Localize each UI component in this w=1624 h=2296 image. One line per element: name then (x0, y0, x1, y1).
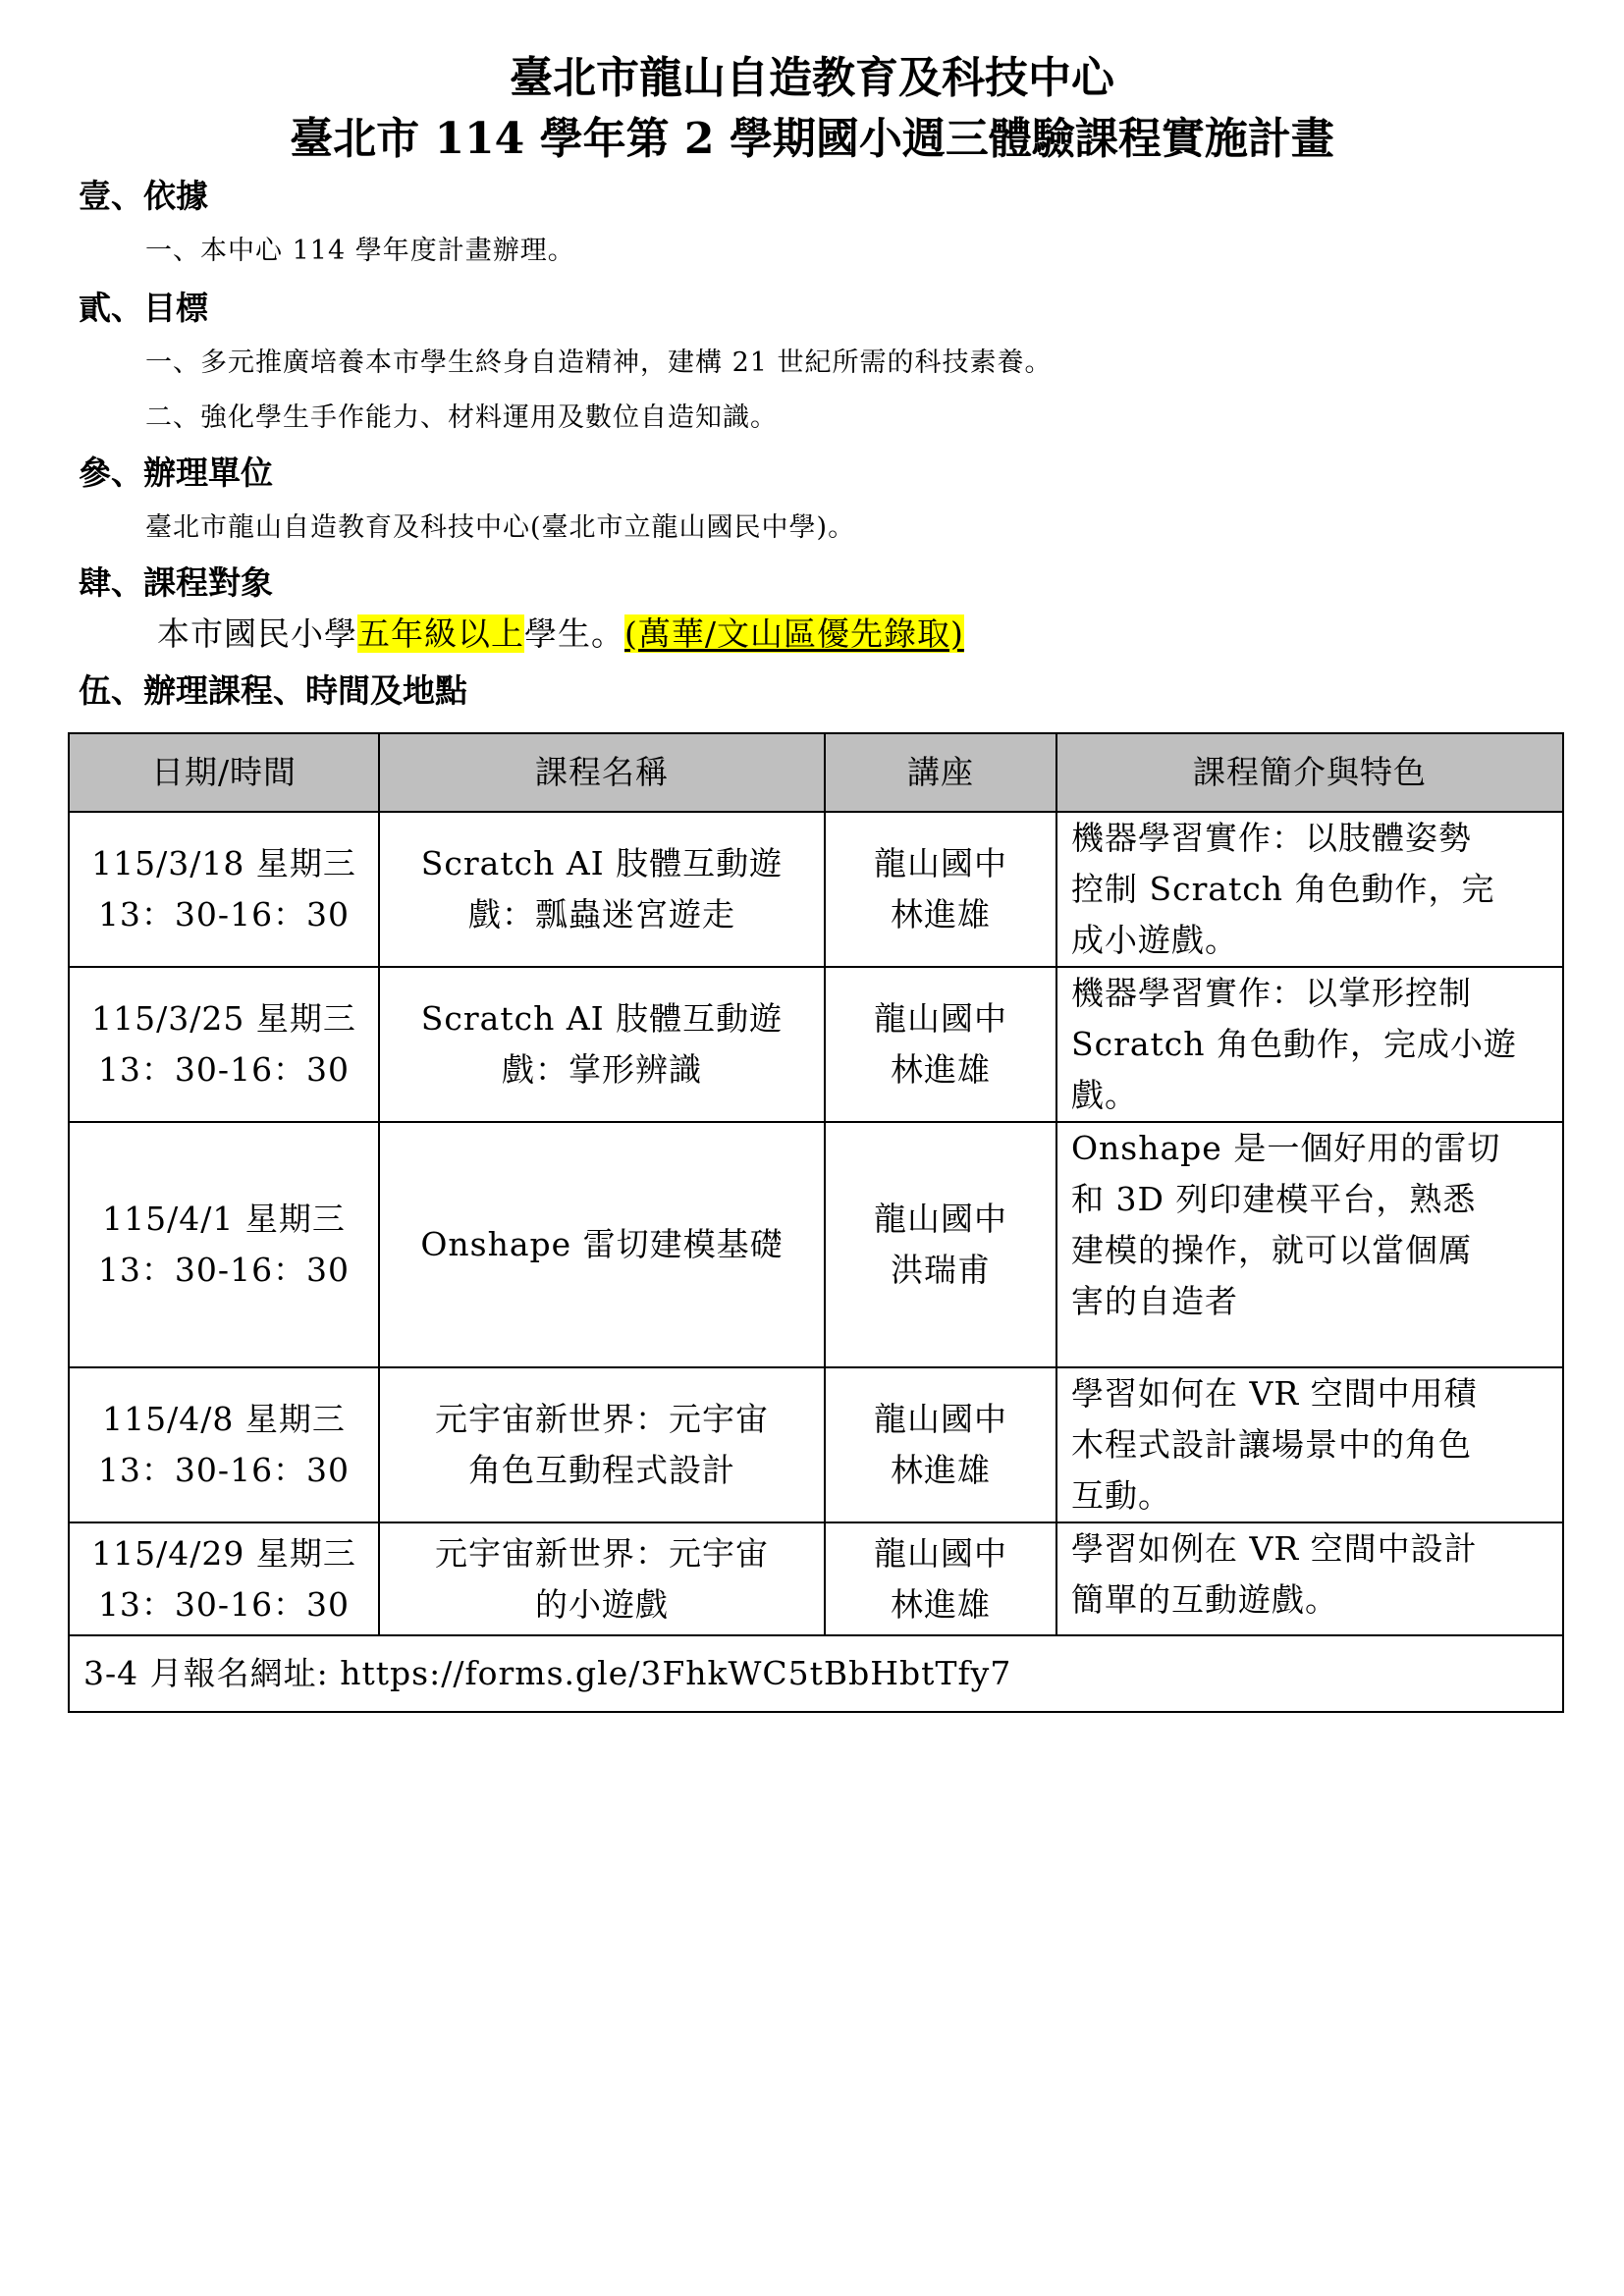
cell-lecturer (825, 1367, 1056, 1522)
registration-label: 3-4 月報名網址: (83, 1654, 341, 1692)
section-3-heading: 參、辦理單位 (79, 454, 273, 492)
description-line: 機器學習實作：以掌形控制 (1071, 974, 1472, 1012)
cell-course (379, 967, 825, 1122)
course-line: 角色互動程式設計 (468, 1451, 735, 1489)
lecturer-name: 林進雄 (891, 1050, 991, 1089)
course-table (68, 732, 1564, 1713)
table-row (69, 1522, 1563, 1635)
cell-date (69, 812, 379, 967)
description-line: 成小遊戲。 (1071, 921, 1238, 959)
table-footer-row (69, 1635, 1563, 1712)
target-priority-highlight: (萬華/文山區優先錄取) (624, 614, 964, 653)
course-line: Scratch AI 肢體互動遊 (420, 999, 784, 1038)
lecturer-name: 林進雄 (891, 1584, 991, 1624)
time-text: 13：30-16：30 (97, 1451, 351, 1489)
doc-title-line1: 臺北市龍山自造教育及科技中心 (510, 53, 1114, 103)
cell-description (1056, 967, 1563, 1122)
table-row (69, 1367, 1563, 1522)
section-2-item-2: 二、強化學生手作能力、材料運用及數位自造知識。 (145, 402, 778, 433)
time-text: 13：30-16：30 (97, 1251, 351, 1289)
course-line: Onshape 雷切建模基礎 (420, 1225, 784, 1263)
lecturer-name: 洪瑞甫 (891, 1251, 991, 1289)
description-line: 戲。 (1071, 1076, 1138, 1114)
course-line: Scratch AI 肢體互動遊 (420, 844, 784, 882)
description-line: Scratch 角色動作，完成小遊 (1071, 1025, 1518, 1063)
description-line: 害的自造者 (1071, 1282, 1238, 1320)
table-row (69, 1122, 1563, 1367)
description-line: 學習如何在 VR 空間中用積 (1071, 1374, 1478, 1413)
course-line: 元宇宙新世界：元宇宙 (435, 1400, 769, 1438)
description-line: 簡單的互動遊戲。 (1071, 1580, 1338, 1619)
lecturer-school: 龍山國中 (874, 1400, 1007, 1438)
registration-cell (69, 1635, 1563, 1712)
cell-course (379, 1522, 825, 1635)
target-text-before: 本市國民小學 (157, 614, 357, 653)
cell-description (1056, 1367, 1563, 1522)
date-text: 115/4/1 星期三 (102, 1200, 346, 1238)
lecturer-name: 林進雄 (891, 895, 991, 934)
section-1-item-1: 一、本中心 114 學年度計畫辦理。 (145, 236, 575, 266)
cell-date (69, 1122, 379, 1367)
description-line: 建模的操作，就可以當個厲 (1071, 1231, 1472, 1269)
cell-course (379, 812, 825, 967)
description-line: 和 3D 列印建模平台，熟悉 (1071, 1180, 1477, 1218)
course-line: 元宇宙新世界：元宇宙 (435, 1533, 769, 1573)
cell-course (379, 1367, 825, 1522)
table-row (69, 812, 1563, 967)
cell-description (1056, 812, 1563, 967)
table-header-row (69, 733, 1563, 812)
date-text: 115/4/8 星期三 (102, 1400, 346, 1438)
section-1-heading: 壹、依據 (79, 177, 208, 215)
cell-lecturer (825, 967, 1056, 1122)
course-line: 戲：瓢蟲迷宮遊走 (468, 895, 735, 934)
description-line: 木程式設計讓場景中的角色 (1071, 1425, 1472, 1464)
time-text: 13：30-16：30 (97, 1050, 351, 1089)
header-date: 日期/時間 (69, 733, 379, 812)
section-2-item-1: 一、多元推廣培養本市學生終身自造精神，建構 21 世紀所需的科技素養。 (145, 347, 1053, 378)
description-line: 機器學習實作：以肢體姿勢 (1071, 819, 1472, 857)
header-course: 課程名稱 (379, 733, 825, 812)
description-line: 學習如例在 VR 空間中設計 (1071, 1529, 1478, 1568)
section-2-heading: 貳、目標 (79, 289, 208, 327)
time-text: 13：30-16：30 (97, 895, 351, 934)
lecturer-school: 龍山國中 (874, 1200, 1007, 1238)
header-lecturer: 講座 (825, 733, 1056, 812)
time-text: 13：30-16：30 (97, 1584, 351, 1624)
lecturer-school: 龍山國中 (874, 844, 1007, 882)
target-grade-highlight: 五年級以上 (357, 614, 524, 653)
cell-lecturer (825, 812, 1056, 967)
cell-description (1056, 1522, 1563, 1635)
date-text: 115/3/25 星期三 (91, 999, 356, 1038)
cell-date (69, 1367, 379, 1522)
description-line: 互動。 (1071, 1476, 1171, 1515)
cell-date (69, 967, 379, 1122)
section-4-heading: 肆、課程對象 (79, 563, 273, 602)
lecturer-school: 龍山國中 (874, 999, 1007, 1038)
cell-lecturer (825, 1522, 1056, 1635)
lecturer-name: 林進雄 (891, 1451, 991, 1489)
cell-description (1056, 1122, 1563, 1367)
lecturer-school: 龍山國中 (874, 1533, 1007, 1573)
cell-date (69, 1522, 379, 1635)
description-line: 控制 Scratch 角色動作，完 (1071, 870, 1495, 908)
cell-lecturer (825, 1122, 1056, 1367)
course-line: 的小遊戲 (535, 1584, 669, 1624)
date-text: 115/4/29 星期三 (91, 1533, 356, 1573)
section-5-heading: 伍、辦理課程、時間及地點 (79, 671, 467, 710)
target-text-mid: 學生。 (524, 614, 624, 653)
date-text: 115/3/18 星期三 (91, 844, 356, 882)
section-4-text (157, 611, 964, 658)
section-3-text: 臺北市龍山自造教育及科技中心(臺北市立龍山國民中學)。 (145, 512, 856, 543)
description-line: Onshape 是一個好用的雷切 (1071, 1129, 1501, 1167)
doc-title-line2: 臺北市 114 學年第 2 學期國小週三體驗課程實施計畫 (290, 114, 1334, 164)
table-row (69, 967, 1563, 1122)
registration-url-link[interactable]: https://forms.gle/3FhkWC5tBbHbtTfy7 (340, 1654, 1012, 1692)
header-description: 課程簡介與特色 (1056, 733, 1563, 812)
cell-course (379, 1122, 825, 1367)
course-line: 戲：掌形辨識 (502, 1050, 702, 1089)
